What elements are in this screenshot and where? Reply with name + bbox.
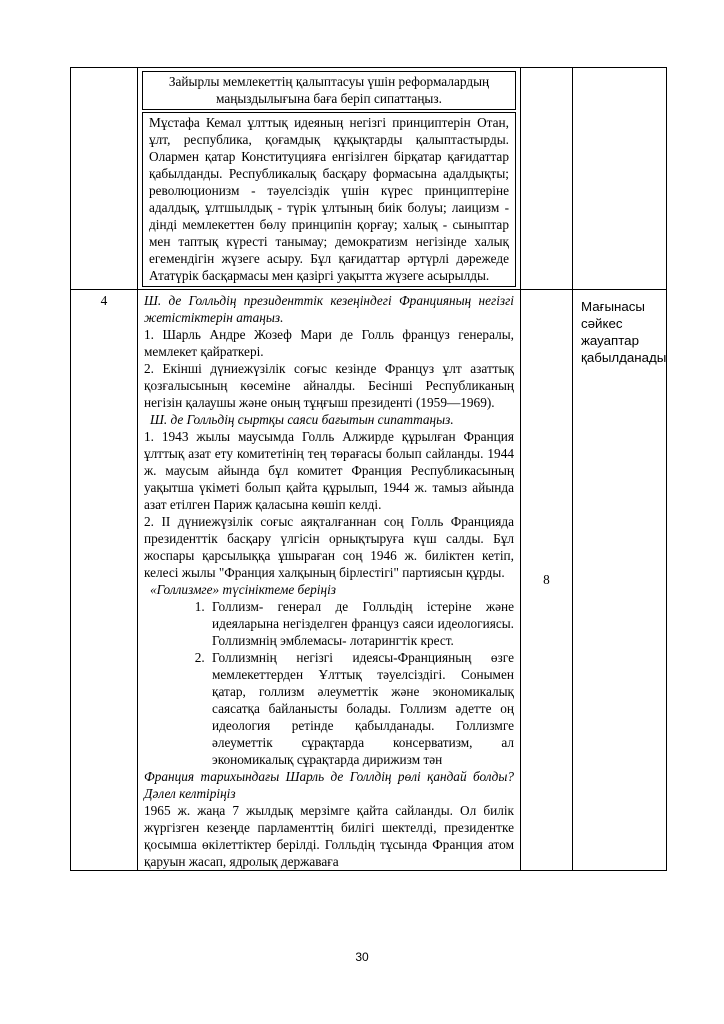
criteria-text: Мағынасы сәйкес жауаптар қабылданады	[573, 290, 667, 871]
list-item: 2. Голлизмнің негізгі идеясы-Францияның өзге мемлекеттерден Ұлттық тәуелсіздігі. Сонымен қатар, голлизм әлеуметтік және экономикалық саясатқа байланысты болады. Голлизм әдетте оң идеология ретінде қабылданады. Голлизмге әлеуметтік сұрақтарда консерватизм, ал экономикалық сұрақтарда дирижизм тән	[208, 649, 514, 768]
question-role: Франция тарихындағы Шарль де Голлдің рөлі қандай болды?Дәлел келтіріңіз	[144, 769, 514, 801]
answer-paragraph: 1. Шарль Андре Жозеф Мари де Голль француз генералы, мемлекет қайраткері.	[144, 327, 514, 359]
score-cell	[521, 68, 573, 290]
content-cell	[138, 68, 521, 290]
criteria-cell	[573, 68, 667, 290]
table-row	[71, 68, 667, 290]
content-cell	[138, 290, 521, 871]
score-value: 8	[521, 290, 573, 871]
answer-paragraph: 1965 ж. жаңа 7 жылдық мерзімге қайта сайланды. Ол билік жүргізген кезеңде парламенттің билігі шектелді, президентке қосымша өкілеттіктер берілді. Голльдің тұсында Франция атом қаруын жасап, ядролық державаға	[144, 803, 514, 869]
task-number: 4	[71, 290, 138, 871]
assessment-table	[70, 67, 667, 871]
answer-paragraph: 1. 1943 жылы маусымда Голль Алжирде құрылған Франция ұлттық азат ету комитетінің тең төрағасы болып сайланды. 1944 ж. маусым айында бұл комитет Франция Республикасының уақытша үкіметі болып қайта құрылып, 1944 ж. тамыз айында азат етілген Париж қаласына көшіп келді.	[144, 429, 514, 512]
reform-question: Зайырлы мемлекеттің қалыптасуы үшін реформалардың маңыздылығына баға беріп сипаттаңыз.	[142, 71, 516, 110]
list-item: 1. Голлизм- генерал де Голльдің істеріне және идеяларына негізделген француз саяси идеологиясы. Голлизмнің эмблемасы- лотарингтік крест.	[208, 598, 514, 649]
reform-answer: Мұстафа Кемал ұлттық идеяның негізгі принциптерін Отан, ұлт, республика, қоғамдық құқықтарды қалыптастырды. Олармен қатар Конституцияға енгізілген бірқатар қағидаттар қабылданды. Республикалық басқару формасына адалдықты; революционизм - тәуелсіздік үшін күрес принциптеріне адалдық, ұлтшылдық - түрік ұлтының биік болуы; лаицизм - дінді мемлекеттен бөлу принципін қорғау; халық - сыныптар мен таптық күресті танымау; демократизм негізінде халық егемендігін жүзеге асыру. Бұл қағидаттар әртүрлі дәрежеде Ататүрік басқармасы мен қазіргі уақытта жүзеге асырылды.	[142, 112, 516, 287]
answer-paragraph: 2. II дүниежүзілік соғыс аяқталғаннан соң Голль Францияда президенттік басқару үлгісін орнықтыруға күш салды. Бұл жоспары қарсылыққа ұшыраған соң 1946 ж. биліктен кетіп, келесі жылы "Франция халқының бірлестігі" партиясын құрды.	[144, 514, 514, 580]
question-achievements: Ш. де Голльдің президенттік кезеңіндегі Францияның негізгі жетістіктерін атаңыз.	[144, 293, 514, 325]
number-cell	[71, 68, 138, 290]
gaullism-list	[144, 598, 514, 768]
question-gaullism: «Голлизмге» түсініктеме беріңіз	[150, 582, 336, 597]
question-foreign-policy: Ш. де Голльдің сыртқы саяси бағытын сипаттаңыз.	[150, 412, 454, 427]
answer-paragraph: 2. Екінші дүниежүзілік соғыс кезінде Француз ұлт азаттық қозғалысының көсеміне айналды. Бесінші Республиканың негізін қалаушы және оның тұңғыш президенті (1959—1969).	[144, 361, 514, 410]
table-row	[71, 290, 667, 871]
page-number: 30	[355, 950, 369, 964]
